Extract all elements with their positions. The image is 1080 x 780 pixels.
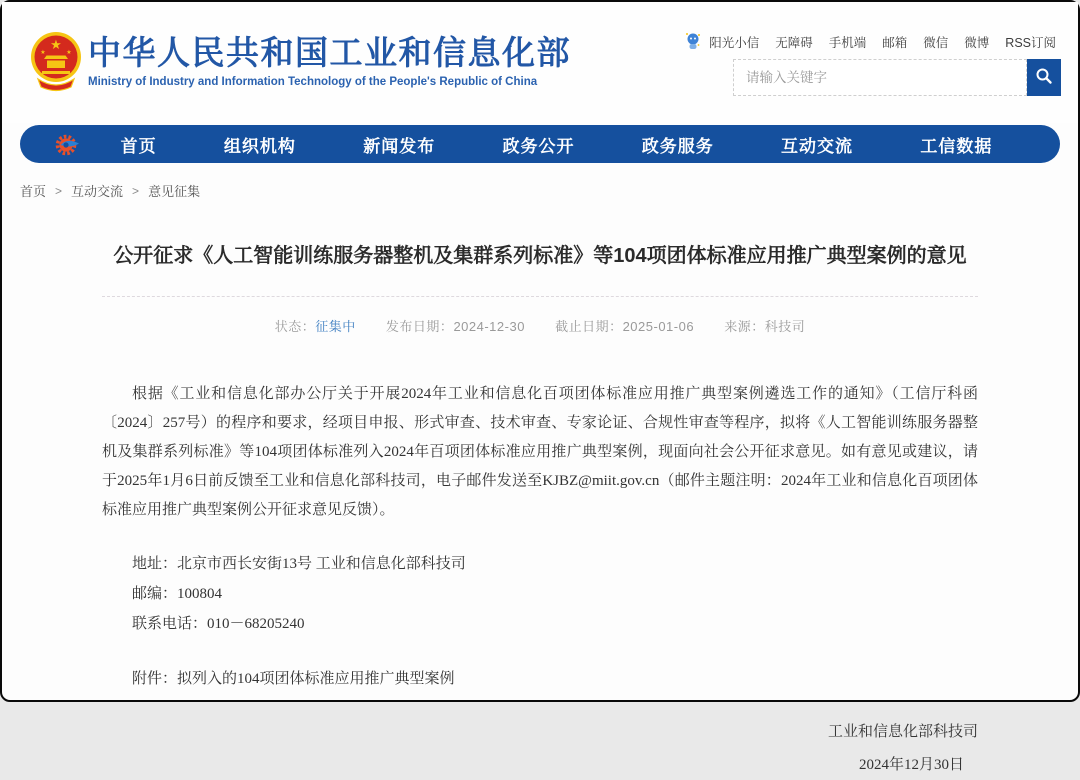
article-title: 公开征求《人工智能训练服务器整机及集群系列标准》等104项团体标准应用推广典型案例的意见	[113, 245, 967, 267]
status-badge: 征集中	[315, 319, 356, 334]
nav-item-gov-services[interactable]: 政务服务	[641, 136, 714, 156]
quick-link-weibo[interactable]: 微博	[964, 36, 990, 50]
article-container	[2, 242, 1078, 780]
meta-publish-value: 2024-12-30	[453, 319, 525, 334]
search-button[interactable]	[1027, 59, 1061, 96]
mascot-icon	[685, 31, 701, 53]
nav-item-organization[interactable]: 组织机构	[223, 136, 296, 156]
search-input[interactable]	[733, 59, 1027, 96]
svg-text:★: ★	[66, 50, 72, 56]
quick-link-accessibility[interactable]: 无障碍	[775, 36, 813, 50]
nav-items	[87, 132, 1026, 157]
signature-date: 2024年12月30日	[858, 757, 964, 773]
breadcrumb-opinion-solicitation[interactable]: 意见征集	[148, 184, 201, 199]
quick-link-mail[interactable]: 邮箱	[882, 36, 908, 50]
signature-department: 工业和信息化部科技司	[827, 724, 978, 740]
breadcrumb-separator: >	[55, 183, 63, 198]
main-nav	[20, 125, 1060, 163]
breadcrumb-home[interactable]: 首页	[20, 184, 47, 199]
svg-text:★: ★	[40, 50, 46, 56]
nav-item-gov-openness[interactable]: 政务公开	[502, 136, 575, 156]
quick-link-rss[interactable]: RSS订阅	[1005, 36, 1056, 50]
miit-gear-logo-icon	[54, 131, 81, 158]
site-subtitle-en: Ministry of Industry and Information Technology of the People's Republic of China	[88, 76, 538, 89]
contact-address: 地址：北京市西长安街13号 工业和信息化部科技司	[132, 556, 466, 572]
breadcrumb-interaction[interactable]: 互动交流	[71, 184, 124, 199]
quick-link-wechat[interactable]: 微信	[923, 36, 949, 50]
meta-status	[275, 319, 356, 334]
site-title: 中华人民共和国工业和信息化部	[88, 34, 571, 71]
meta-publish-date	[386, 319, 525, 334]
meta-deadline-label: 截止日期：	[555, 319, 623, 334]
contact-block	[102, 549, 978, 639]
meta-status-label: 状态：	[274, 319, 316, 334]
meta-deadline-value: 2025-01-06	[622, 319, 695, 334]
breadcrumb-separator: >	[132, 183, 140, 198]
article-body	[102, 380, 978, 780]
article-meta	[102, 316, 978, 335]
site-header	[2, 2, 1078, 123]
quick-link-sunshine[interactable]: 阳光小信	[709, 36, 760, 50]
header-quick-links	[685, 31, 1056, 53]
meta-source-value: 科技司	[764, 319, 806, 334]
article-paragraph: 根据《工业和信息化部办公厅关于开展2024年工业和信息化百项团体标准应用推广典型案例遴选工作的通知》（工信厅科函〔2024〕257号）的程序和要求，经项目申报、形式审查、技术审查、专家论证、合规性审查等程序，拟将《人工智能训练服务器整机及集群系列标准》等104项团体标准列入2024年百项团体标准应用推广典型案例，现面向社会公开征求意见。如有意见或建议，请于2025年1月6日前反馈至工业和信息化部科技司，电子邮件发送至KJBZ@miit.gov.cn（邮件主题注明：2024年工业和信息化百项团体标准应用推广典型案例公开征求意见反馈）。	[102, 386, 978, 518]
national-emblem-icon	[30, 30, 82, 95]
brand-block	[88, 35, 571, 88]
breadcrumb	[20, 181, 1078, 200]
meta-publish-label: 发布日期：	[385, 319, 454, 334]
contact-phone: 联系电话：010－68205240	[132, 616, 305, 632]
nav-item-miit-data[interactable]: 工信数据	[920, 136, 993, 156]
title-divider	[102, 296, 978, 297]
meta-source-label: 来源：	[724, 319, 765, 334]
contact-postcode: 邮编：100804	[132, 586, 223, 602]
meta-deadline	[555, 319, 694, 334]
nav-item-home[interactable]: 首页	[120, 136, 157, 156]
nav-item-news[interactable]: 新闻发布	[363, 136, 436, 156]
attachment-link[interactable]: 附件：拟列入的104项团体标准应用推广典型案例	[132, 671, 455, 687]
meta-source	[724, 319, 805, 334]
nav-item-interaction[interactable]: 互动交流	[781, 136, 854, 156]
quick-link-mobile[interactable]: 手机端	[828, 36, 867, 50]
svg-text:★: ★	[50, 37, 62, 52]
search-icon	[1035, 67, 1053, 88]
search-bar	[733, 59, 1061, 96]
